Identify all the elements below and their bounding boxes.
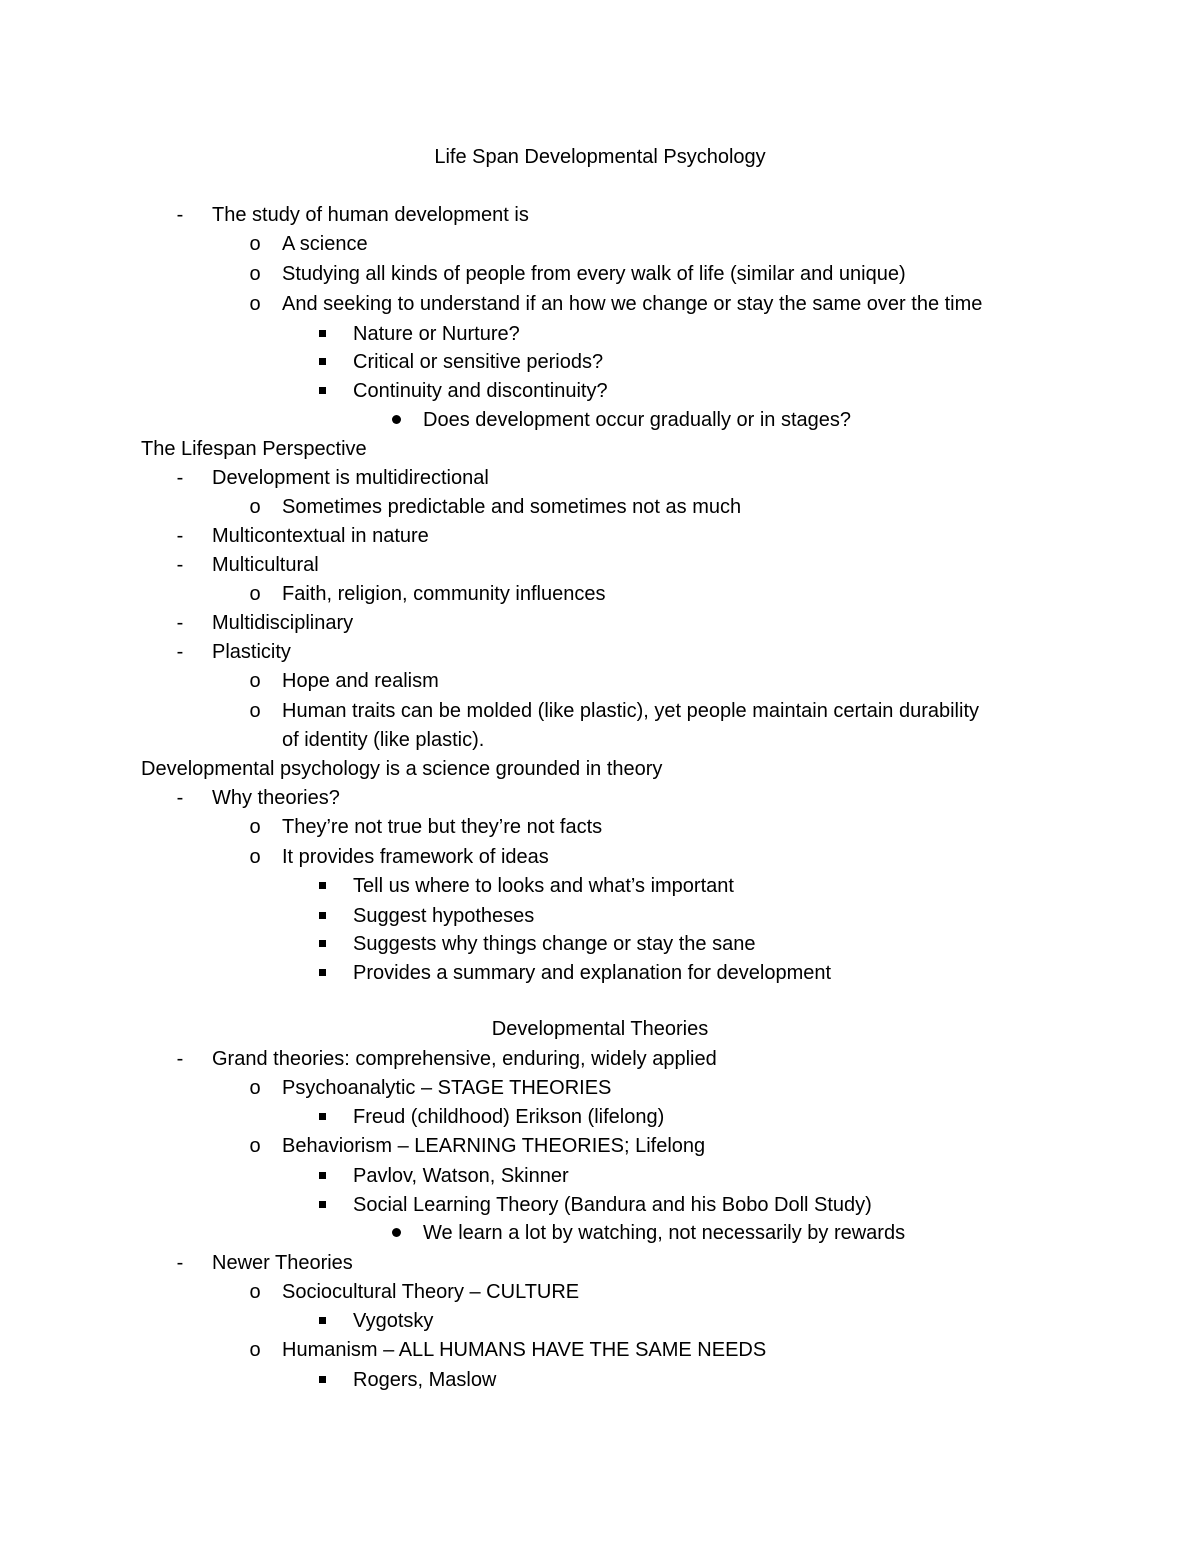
list-item-text: Humanism – ALL HUMANS HAVE THE SAME NEEDS <box>282 1339 767 1361</box>
list-item-text: Vygotsky <box>353 1310 434 1332</box>
list-item-text: Does development occur gradually or in stages? <box>423 409 852 431</box>
square-bullet <box>312 1163 332 1189</box>
square-bullet <box>312 378 332 404</box>
dash-bullet: - <box>176 554 184 576</box>
circle-bullet: o <box>249 293 261 315</box>
circle-bullet: o <box>249 846 261 868</box>
square-bullet <box>312 873 332 899</box>
square-bullet <box>312 903 332 929</box>
list-item-text: Human traits can be molded (like plastic), yet people maintain certain durability <box>282 700 980 722</box>
list-item-text: Development is multidirectional <box>212 467 489 489</box>
list-item-text: Suggest hypotheses <box>353 905 535 927</box>
square-bullet <box>312 321 332 347</box>
circle-bullet: o <box>249 583 261 605</box>
list-item-text: Pavlov, Watson, Skinner <box>353 1165 569 1187</box>
list-item-text: Social Learning Theory (Bandura and his Bobo Doll Study) <box>353 1194 872 1216</box>
section-heading: Developmental psychology is a science grounded in theory <box>141 758 663 780</box>
dot-bullet <box>386 1220 406 1246</box>
dash-bullet: - <box>176 612 184 634</box>
list-item-text: And seeking to understand if an how we change or stay the same over the time <box>282 293 983 315</box>
list-item-text: Psychoanalytic – STAGE THEORIES <box>282 1077 612 1099</box>
circle-bullet: o <box>249 263 261 285</box>
list-item-text-continued: of identity (like plastic). <box>282 729 485 751</box>
list-item-text: Rogers, Maslow <box>353 1369 497 1391</box>
list-item-text: Nature or Nurture? <box>353 323 520 345</box>
list-item-text: Faith, religion, community influences <box>282 583 606 605</box>
section-heading: The Lifespan Perspective <box>141 438 367 460</box>
dot-bullet <box>386 407 406 433</box>
list-item-text: Suggests why things change or stay the sane <box>353 933 756 955</box>
document-title: Life Span Developmental Psychology <box>434 146 766 168</box>
square-bullet <box>312 960 332 986</box>
dash-bullet: - <box>176 467 184 489</box>
circle-bullet: o <box>249 670 261 692</box>
list-item-text: Studying all kinds of people from every walk of life (similar and unique) <box>282 263 906 285</box>
list-item-text: We learn a lot by watching, not necessarily by rewards <box>423 1222 906 1244</box>
square-bullet <box>312 931 332 957</box>
square-bullet <box>312 1367 332 1393</box>
list-item-text: Multicontextual in nature <box>212 525 429 547</box>
list-item-text: Behaviorism – LEARNING THEORIES; Lifelong <box>282 1135 706 1157</box>
square-bullet <box>312 1192 332 1218</box>
list-item-text: Newer Theories <box>212 1252 353 1274</box>
dash-bullet: - <box>176 787 184 809</box>
list-item-text: Multidisciplinary <box>212 612 354 634</box>
circle-bullet: o <box>249 496 261 518</box>
list-item-text: Grand theories: comprehensive, enduring, widely applied <box>212 1048 717 1070</box>
dash-bullet: - <box>176 641 184 663</box>
square-bullet <box>312 349 332 375</box>
circle-bullet: o <box>249 816 261 838</box>
list-item-text: The study of human development is <box>212 204 529 226</box>
circle-bullet: o <box>249 1077 261 1099</box>
dash-bullet: - <box>176 1048 184 1070</box>
list-item-text: They’re not true but they’re not facts <box>282 816 603 838</box>
circle-bullet: o <box>249 233 261 255</box>
list-item-text: Sociocultural Theory – CULTURE <box>282 1281 580 1303</box>
dash-bullet: - <box>176 1252 184 1274</box>
square-bullet <box>312 1104 332 1130</box>
circle-bullet: o <box>249 1281 261 1303</box>
list-item-text: Sometimes predictable and sometimes not as much <box>282 496 742 518</box>
list-item-text: A science <box>282 233 368 255</box>
list-item-text: Continuity and discontinuity? <box>353 380 608 402</box>
circle-bullet: o <box>249 700 261 722</box>
list-item-text: Provides a summary and explanation for development <box>353 962 832 984</box>
list-item-text: Multicultural <box>212 554 319 576</box>
circle-bullet: o <box>249 1339 261 1361</box>
section-title: Developmental Theories <box>491 1018 709 1040</box>
dash-bullet: - <box>176 525 184 547</box>
list-item-text: Freud (childhood) Erikson (lifelong) <box>353 1106 665 1128</box>
list-item-text: It provides framework of ideas <box>282 846 549 868</box>
circle-bullet: o <box>249 1135 261 1157</box>
list-item-text: Plasticity <box>212 641 291 663</box>
dash-bullet: - <box>176 204 184 226</box>
list-item-text: Hope and realism <box>282 670 439 692</box>
list-item-text: Tell us where to looks and what’s important <box>353 875 734 897</box>
list-item-text: Why theories? <box>212 787 340 809</box>
square-bullet <box>312 1308 332 1334</box>
list-item-text: Critical or sensitive periods? <box>353 351 604 373</box>
